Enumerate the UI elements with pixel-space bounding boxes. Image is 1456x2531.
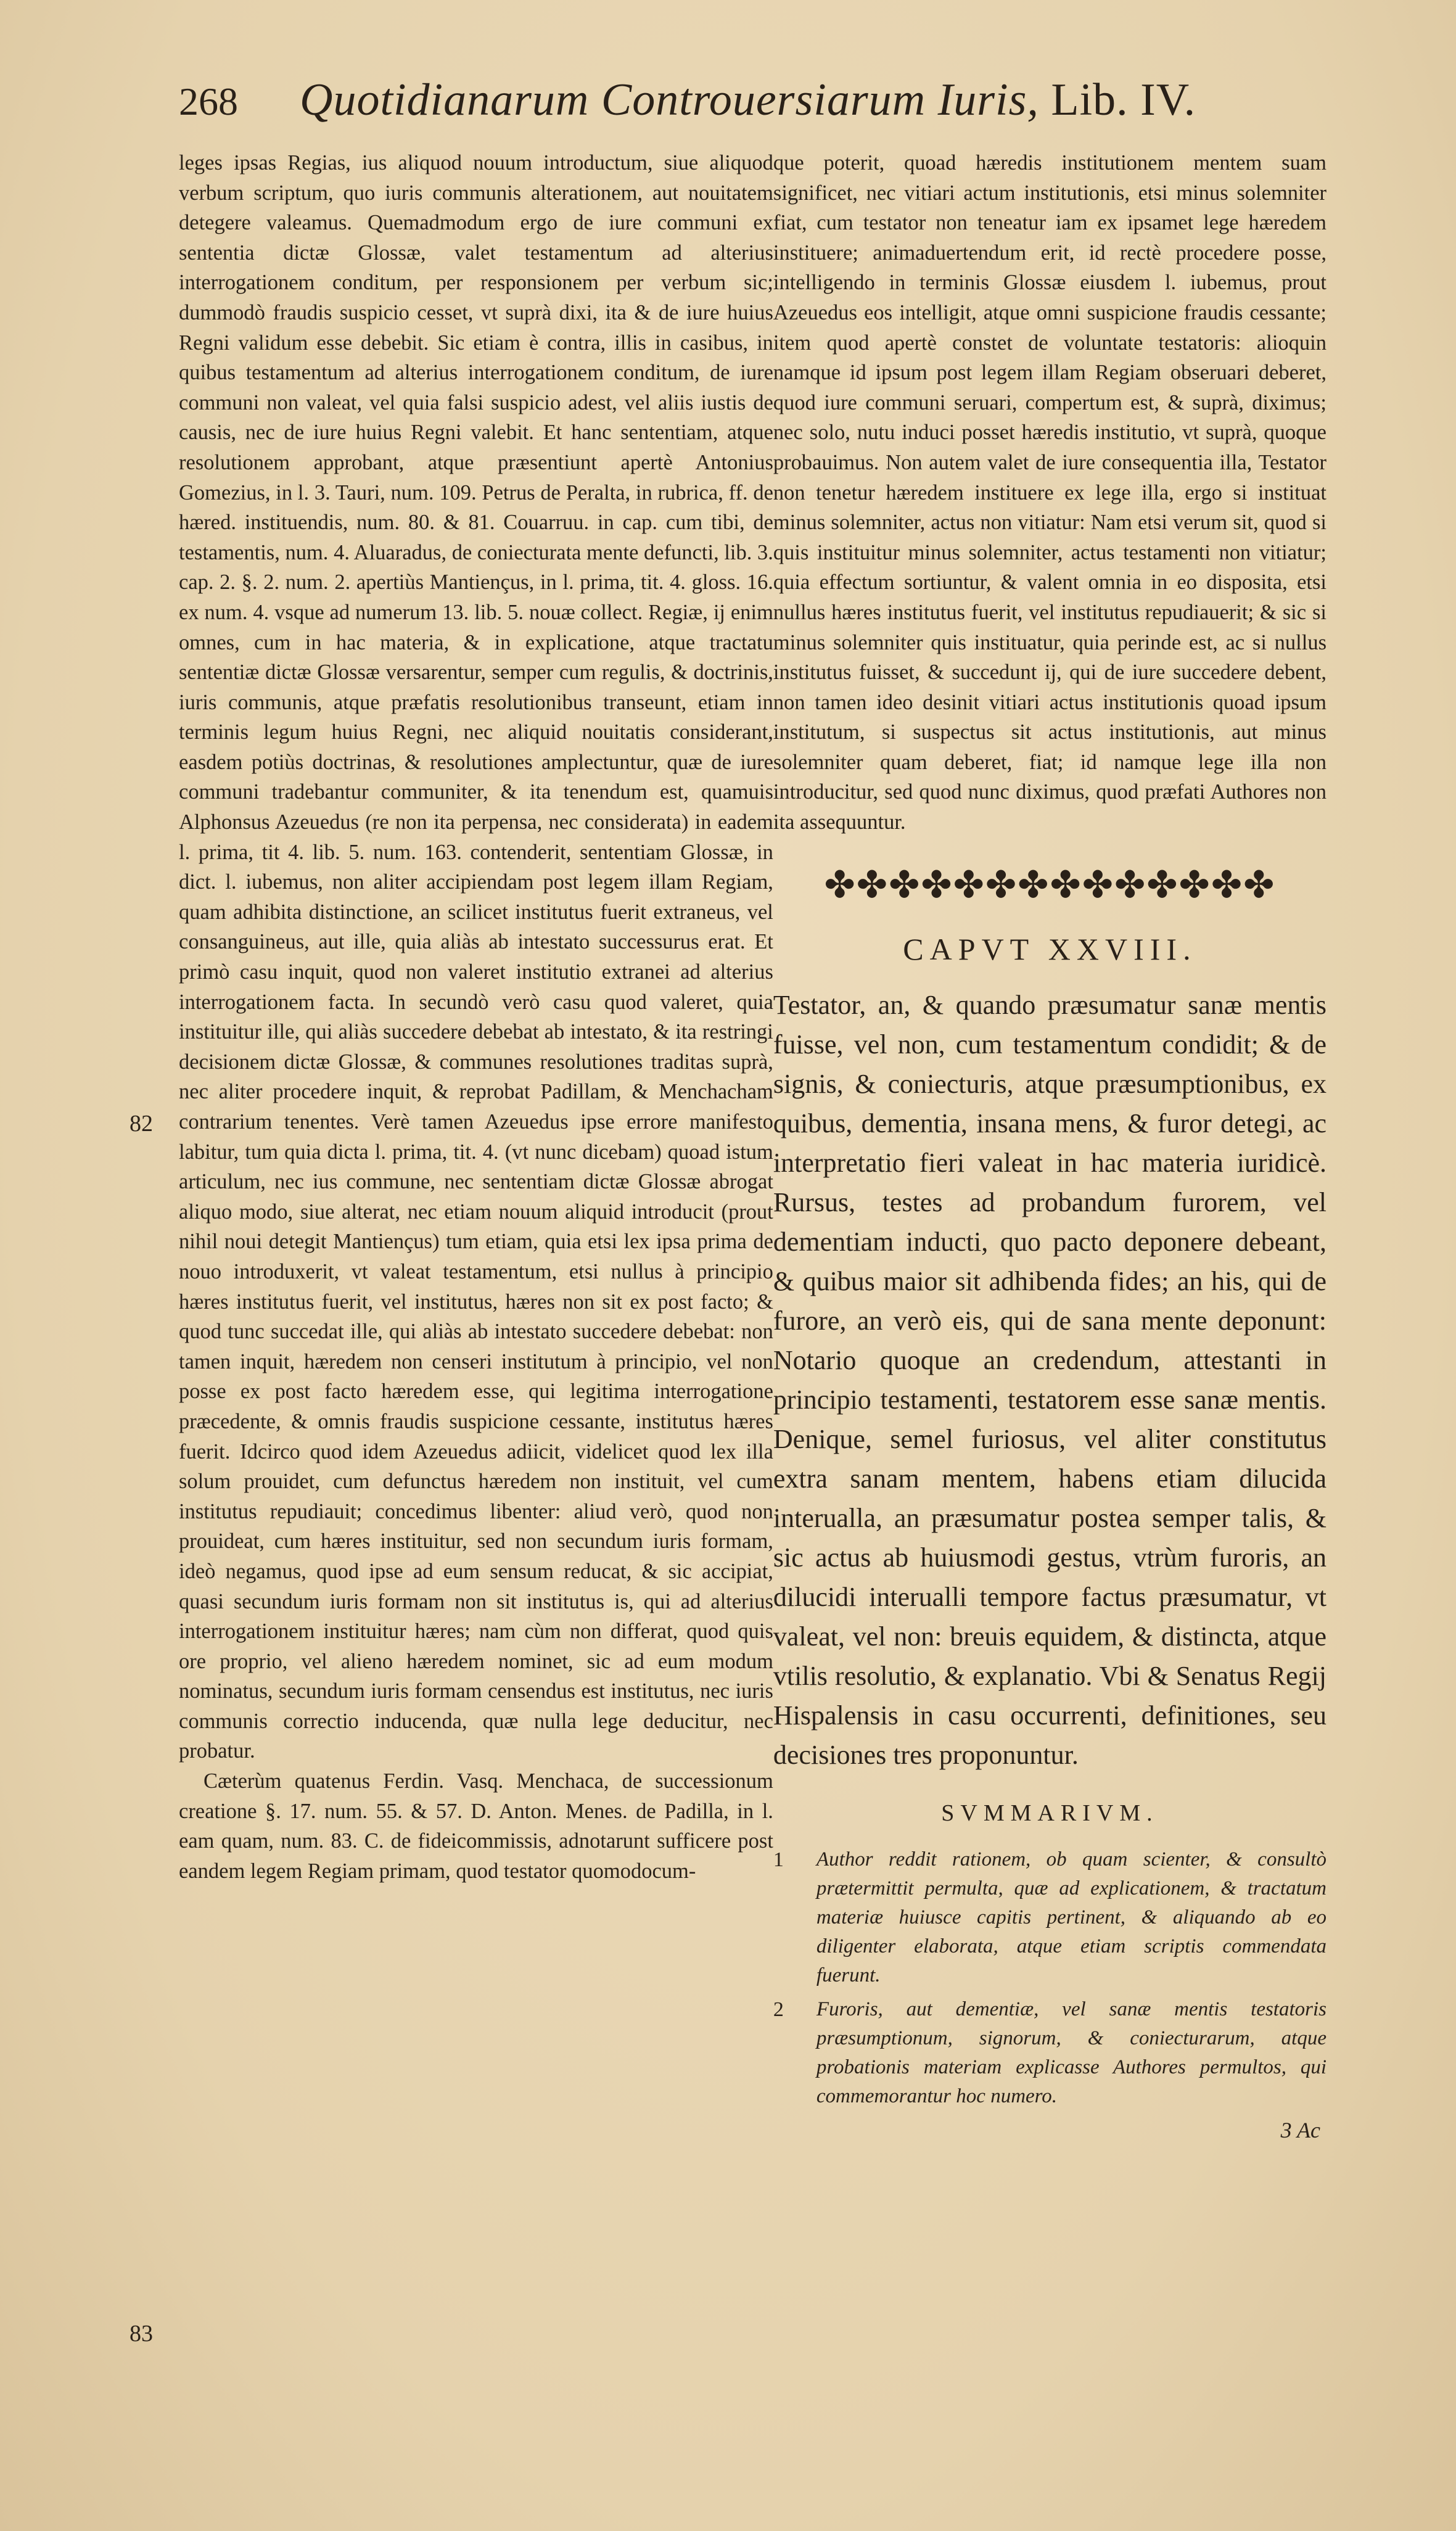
left-column xyxy=(130,148,773,2347)
two-column-body xyxy=(130,148,1326,2347)
ornament-band: ✤✤✤✤✤✤✤✤✤✤✤✤✤✤ xyxy=(824,864,1276,905)
summarium-text: Furoris, aut dementiæ, vel sanæ mentis testatoris præsumptionum, signorum, & coniecturarum, atque probationis materiam explicasse Authores permultos, qui commemorantur hoc numero. xyxy=(816,1998,1326,2107)
right-paragraph-1: que poterit, quoad hæredis institutionem mentem suam significet, nec vitiari actum institutionis, etsi minus solemniter fiat, cum testator non teneatur iam ex ipsamet lege hæredem instituere; animaduertendum erit, id rectè procedere posse, intelligendo in terminis Glossæ eiusdem l. iubemus, prout Azeuedus eos intelligit, atque omni suspicione fraudis cessante; item quod apertè constet de voluntate testatoris: alioquin namque id ipsum post legem illam Regiam obseruari deberet, quod iure communi seruari, compertum est, & suprà, diximus; nec solo, nutu induci posset hæredis institutio, vt suprà, quoque probauimus. Non autem valet de iure consequentia illa, Testator non tenetur hæredem instituere ex lege illa, ergo si instituat minus solemniter, actus non vitiatur: Nam etsi verum sit, quod si quis instituitur minus solemniter, actus testamenti non vitiatur; quia effectum sortiuntur, & valent omnia in eo disposita, etsi nullus hæres institutus fuerit, vel institutus repudiauerit; & sic si minus solemniter quis instituatur, quia perinde est, ac si nullus institutus fuisset, & succedunt ij, qui de iure succedere debent, non tamen ideo desinit vitiari actus institutionis quoad ipsum institutum, si suspectus sit actus institutionis, aut minus solemniter quam deberet, fiat; id namque lege illa non introducitur, sed quod nunc diximus, quod præfati Authores non ita assequuntur. xyxy=(773,151,1326,834)
summarium-item xyxy=(773,1995,1326,2111)
book-number: Lib. IV. xyxy=(1051,75,1196,125)
summarium-list xyxy=(773,1845,1326,2111)
chapter-summary: Testator, an, & quando præsumatur sanæ mentis fuisse, vel non, cum testamentum condidit; & de signis, & coniecturis, atque præsumptionibus, ex quibus, dementia, insana mens, & furor detegi, ac interpretatio fieri valeat in hac materia iuridicè. Rursus, testes ad probandum furorem, vel dementiam inducti, quo pacto deponere debeant, & quibus maior sit adhibenda fides; an his, qui de furore, an verò eis, qui de sana mente deponunt: Notario quoque an credendum, attestanti in principio testamenti, testatorem esse sanæ mentis. Denique, semel furiosus, vel aliter constitutus extra sanam mentem, habens etiam dilucida interualla, an præsumatur postea semper talis, & sic actus ab huiusmodi gestus, vtrùm furoris, an dilucidi interualli tempore factus præsumatur, vt valeat, vel non: breuis equidem, & distincta, atque vtilis resolutio, & explanatio. Vbi & Senatus Regij Hispalensis in casu occurrenti, definitiones, seu decisiones tres proponuntur. xyxy=(773,989,1326,1770)
summarium-number: 1 xyxy=(773,1848,784,1871)
left-paragraph-2: Cæterùm quatenus Ferdin. Vasq. Menchaca, de successionum creatione §. 17. num. 55. & 57. D. Anton. Menes. de Padilla, in l. eam quam, num. 83. C. de fideicommissis, adnotarunt sufficere post eandem legem Regiam primam, quod testator quomodocum- xyxy=(179,1769,773,1883)
summarium-item xyxy=(773,1845,1326,1990)
left-paragraph-1: leges ipsas Regias, ius aliquod nouum introductum, siue aliquod verbum scriptum, quo iuris communis alterationem, aut nouitatem detegere valeamus. Quemadmodum ergo de iure communi ex sententia dictæ Glossæ, valet testamentum ad alterius interrogationem conditum, per responsionem per verbum sic; dummodò fraudis suspicio cesset, vt suprà dixi, ita & de iure huius Regni validum esse debebit. Sic etiam è contra, illis in casibus, in quibus testamentum ad alterius interrogationem conditum, de iure communi non valeat, vel quia falsi suspicio adest, vel aliis iustis de causis, nec de iure huius Regni valebit. Et hanc sententiam, atque resolutionem approbant, atque præsentiunt apertè Antonius Gomezius, in l. 3. Tauri, num. 109. Petrus de Peralta, in rubrica, ff. de hæred. instituendis, num. 80. & 81. Couarruu. in cap. cum tibi, de testamentis, num. 4. Aluaradus, de coniecturata mente defuncti, lib. 3. cap. 2. §. 2. num. 2. apertiùs Mantiençus, in l. prima, tit. 4. gloss. 16. ex num. 4. vsque ad numerum 13. lib. 5. nouæ collect. Regiæ, ij enim omnes, cum in hac materia, & in explicatione, atque tractatu sententiæ dictæ Glossæ versarentur, semper cum regulis, & doctrinis, iuris communis, atque præfatis resolutionibus transeunt, etiam in terminis legum huius Regni, nec aliquid nouitatis considerant, easdem potiùs doctrinas, & resolutiones amplectuntur, quæ de iure communi tradebantur communiter, & ita tenendum est, quamuis Alphonsus Azeuedus (re non ita perpensa, nec considerata) in eadem l. prima, tit 4. lib. 5. num. 163. contenderit, sententiam Glossæ, in dict. l. iubemus, non aliter accipiendam post legem illam Regiam, quam adhibita distinctione, an scilicet institutus fuerit extraneus, vel consanguineus, aut ille, quia aliàs ab intestato successurus erat. Et primò casu inquit, quod non valeret institutio extranei ad alterius interrogationem facta. In secundò verò casu quod valeret, quia instituitur ille, qui aliàs succedere debebat ab intestato, & ita restringi decisionem dictæ Glossæ, & communes resolutiones traditas suprà, nec aliter procedere inquit, & reprobat Padillam, & Menchacham contrarium tenentes. Verè tamen Azeuedus ipse errore manifesto labitur, tum quia dicta l. prima, tit. 4. (vt nunc dicebam) quoad istum articulum, nec ius commune, nec sententiam dictæ Glossæ abrogat aliquo modo, siue alterat, nec etiam nouum aliquid introducit (prout nihil noui detegit Mantiençus) tum etiam, quia etsi lex ipsa prima de nouo introduxerit, vt valeat testamentum, etsi nullus à principio hæres institutus fuerit, vel institutus, hæres non sit ex post facto; & quod tunc succedat ille, qui aliàs ab intestato succedere debebat: non tamen inquit, hæredem non censeri institutum à principio, vel non posse ex post facto hæredem esse, qui legitima interrogatione præcedente, & omnis fraudis suspicione cessante, institutus hæres fuerit. Idcirco quod idem Azeuedus adiicit, videlicet quod lex illa solum prouidet, cum defunctus hæredem non instituit, vel cum institutus repudiauit; concedimus libenter: aliud verò, quod non prouideat, cum hæres instituitur, sed non secundum iuris formam, ideò negamus, quod ipse ad eum sensum reducat, & sic accipiat, quasi secundum iuris formam non sit institutus is, qui ad alterius interrogationem instituitur hæres; nam cùm non differat, quod quis ore proprio, vel alieno hæredem nominet, sic ad eum modum nominatus, secundum iuris formam censendus est institutus, nec iuris communis correctio inducenda, quæ nulla lege deducitur, nec probatur. xyxy=(179,151,773,1763)
catchword: 3 Ac xyxy=(1280,2117,1320,2142)
chapter-title: CAPVT XXVIII. xyxy=(903,931,1197,966)
summarium-text: Author reddit rationem, ob quam scienter, & consultò prætermittit permulta, quæ ad explicationem, & tractatum materiæ huiusce capitis pertinent, & aliquando ab eo diligenter elaborata, atque etiam scriptis commendata fuerunt. xyxy=(816,1848,1326,1986)
running-title xyxy=(300,74,1196,126)
margin-number-82: 82 xyxy=(130,1111,153,1137)
summarium-heading: SVMMARIVM. xyxy=(941,1800,1159,1826)
summarium-number: 2 xyxy=(773,1998,784,2021)
page-number: 268 xyxy=(179,80,238,123)
running-header xyxy=(179,74,1326,148)
margin-number-83: 83 xyxy=(130,2321,153,2347)
running-title-text: Quotidianarum Controuersiarum Iuris, xyxy=(300,75,1039,125)
right-column xyxy=(773,148,1326,2143)
